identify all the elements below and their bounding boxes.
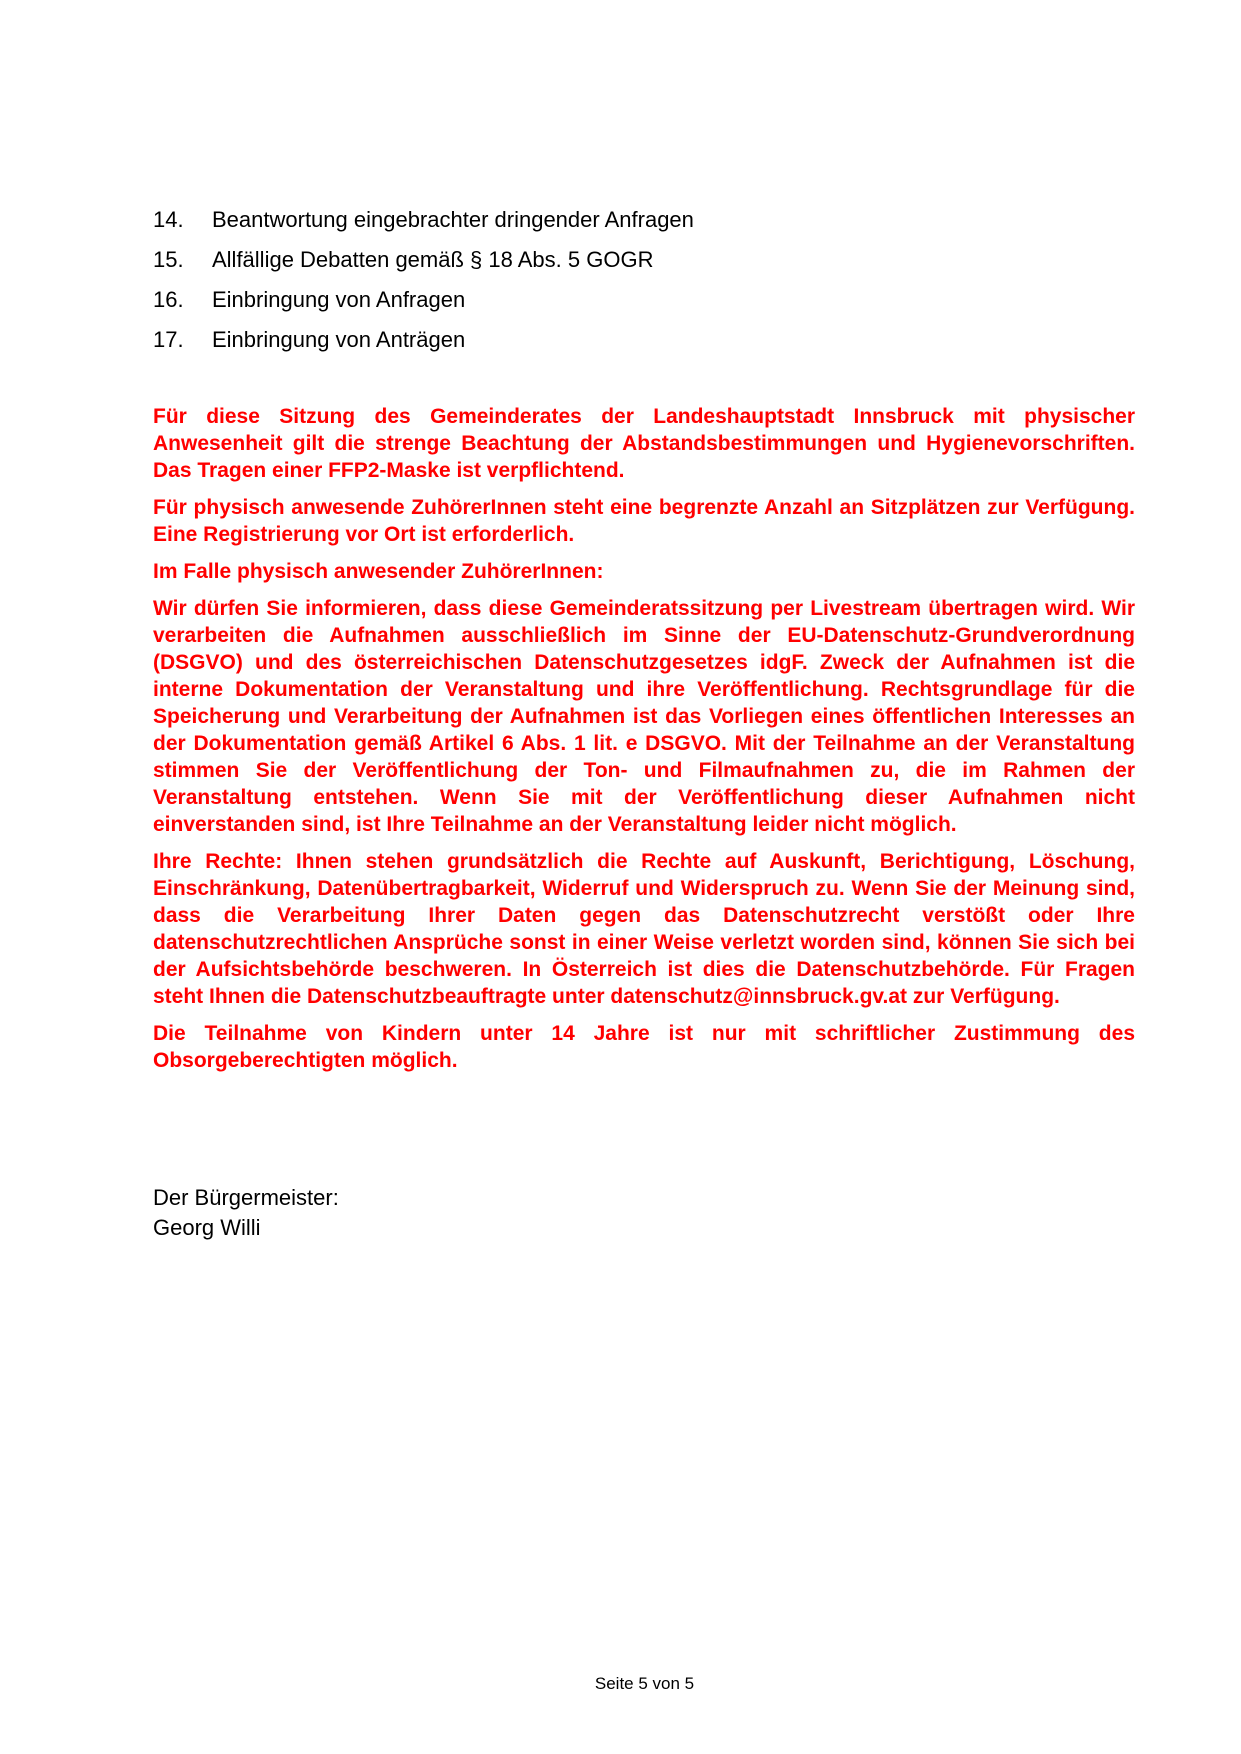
page-footer [24, 1673, 1241, 1695]
covid-privacy-notice [153, 403, 1135, 1084]
agenda-item [153, 285, 853, 325]
signature-name: Georg Willi [153, 1215, 261, 1240]
page-number: Seite 5 von 5 [594, 1674, 695, 1693]
signature-role: Der Bürgermeister: [153, 1185, 339, 1210]
agenda-item [153, 205, 853, 245]
agenda-item-number: 16. [153, 287, 184, 312]
notice-paragraph-rights: Ihre Rechte: Ihnen stehen grundsätzlich die Rechte auf Auskunft, Berichtigung, Löschung, Einschränkung, Datenübertragbarkeit, Widerruf und Widerspruch zu. Wenn Sie der Meinung sind, dass die Verarbeitung Ihrer Daten gegen das Datenschutzrecht verstößt oder Ihre datenschutzrechtlichen Ansprüche sonst in einer Weise verletzt worden sind, können Sie sich bei der Aufsichtsbehörde beschweren. In Österreich ist dies die Datenschutzbehörde. Für Fragen steht Ihnen die Datenschutzbeauftragte unter datenschutz@innsbruck.gv.at zur Verfügung. [153, 850, 1135, 1008]
agenda-item [153, 245, 853, 285]
agenda-item-text: Beantwortung eingebrachter dringender Anfragen [212, 207, 694, 232]
notice-paragraph-hygiene: Für diese Sitzung des Gemeinderates der Landeshauptstadt Innsbruck mit physischer Anwesenheit gilt die strenge Beachtung der Abstandsbestimmungen und Hygienevorschriften. Das Tragen einer FFP2-Maske ist verpflichtend. [153, 405, 1135, 482]
notice-paragraph-heading: Im Falle physisch anwesender ZuhörerInnen: [153, 560, 604, 583]
notice-paragraph-seating: Für physisch anwesende ZuhörerInnen steht eine begrenzte Anzahl an Sitzplätzen zur Verfügung. Eine Registrierung vor Ort ist erforderlich. [153, 496, 1135, 546]
agenda-list [153, 205, 853, 365]
agenda-item-number: 15. [153, 247, 184, 272]
agenda-item-number: 14. [153, 207, 184, 232]
agenda-item [153, 325, 853, 365]
agenda-item-number: 17. [153, 327, 184, 352]
agenda-item-text: Einbringung von Anfragen [212, 287, 466, 312]
notice-paragraph-children: Die Teilnahme von Kindern unter 14 Jahre ist nur mit schriftlicher Zustimmung des Obsorgeberechtigten möglich. [153, 1022, 1135, 1072]
notice-paragraph-livestream: Wir dürfen Sie informieren, dass diese Gemeinderatssitzung per Livestream übertragen wird. Wir verarbeiten die Aufnahmen ausschließlich im Sinne der EU-Datenschutz-Grundverordnung (DSGVO) und des österreichischen Datenschutzgesetzes idgF. Zweck der Aufnahmen ist die interne Dokumentation der Veranstaltung und ihre Veröffentlichung. Rechtsgrundlage für die Speicherung und Verarbeitung der Aufnahmen ist das Vorliegen eines öffentlichen Interesses an der Dokumentation gemäß Artikel 6 Abs. 1 lit. e DSGVO. Mit der Teilnahme an der Veranstaltung stimmen Sie der Veröffentlichung der Ton- und Filmaufnahmen zu, die im Rahmen der Veranstaltung entstehen. Wenn Sie mit der Veröffentlichung dieser Aufnahmen nicht einverstanden sind, ist Ihre Teilnahme an der Veranstaltung leider nicht möglich. [153, 597, 1135, 836]
signature-block [153, 1183, 339, 1243]
agenda-item-text: Allfällige Debatten gemäß § 18 Abs. 5 GOGR [212, 247, 654, 272]
agenda-item-text: Einbringung von Anträgen [212, 327, 466, 352]
